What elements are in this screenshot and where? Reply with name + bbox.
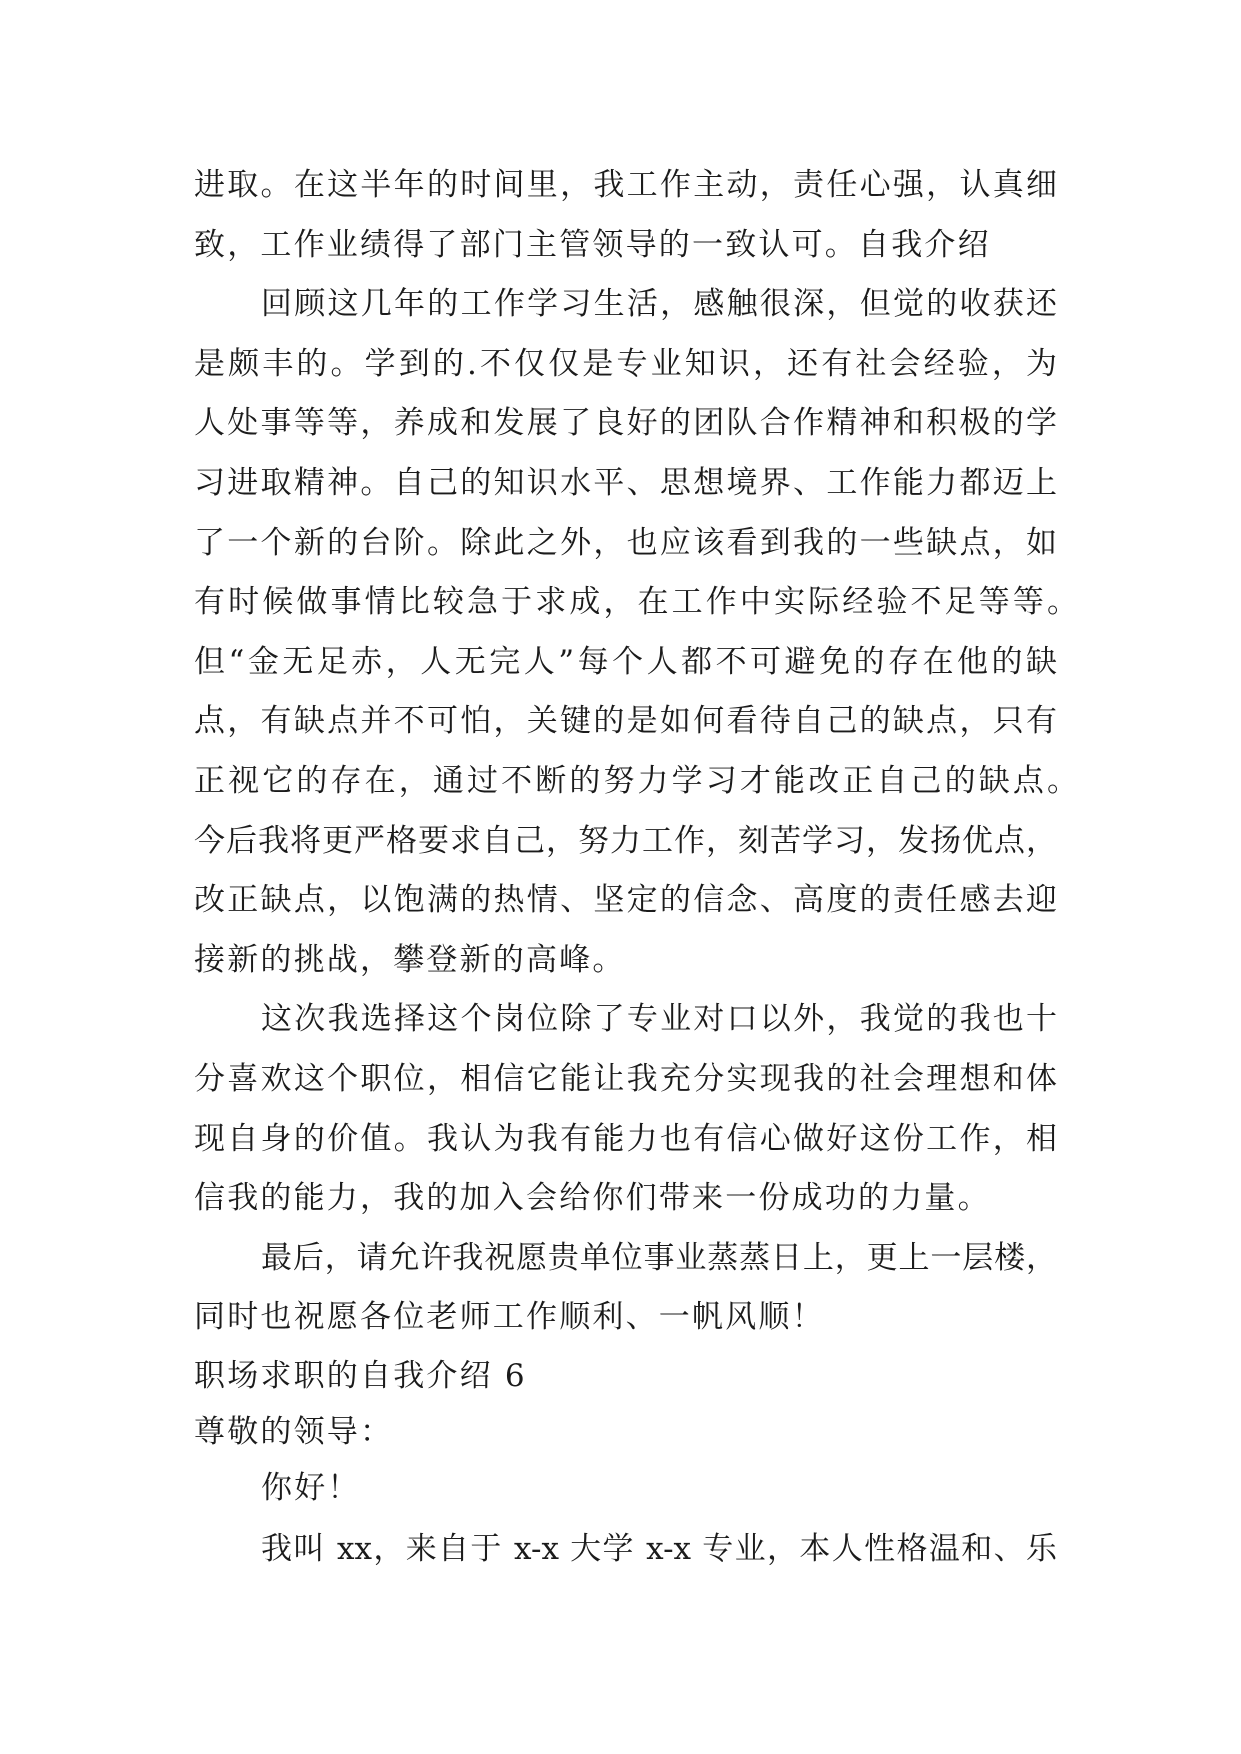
text-line: 同时也祝愿各位老师工作顺利、一帆风顺！ [194, 1299, 825, 1336]
document-page [194, 156, 1094, 1579]
text-line: 是颇丰的。学到的.不仅仅是专业知识，还有社会经验，为 [194, 345, 1057, 382]
text-line: 正视它的存在，通过不断的努力学习才能改正自己的缺点。 [194, 762, 1078, 799]
greeting: 你好！ [261, 1469, 361, 1506]
text-line: 人处事等等，养成和发展了良好的团队合作精神和积极的学 [194, 405, 1057, 442]
salutation: 尊敬的领导： [194, 1413, 394, 1450]
text-line: 点，有缺点并不可怕，关键的是如何看待自己的缺点，只有 [194, 703, 1057, 740]
section-heading: 职场求职的自我介绍 6 [194, 1357, 527, 1394]
text-line: 致，工作业绩得了部门主管领导的一致认可。自我介绍 [194, 226, 991, 263]
text-line: 信我的能力，我的加入会给你们带来一份成功的力量。 [194, 1180, 991, 1217]
text-line: 今后我将更严格要求自己，努力工作，刻苦学习，发扬优点， [194, 822, 1057, 859]
paragraph-first-line: 我叫 xx，来自于 x-x 大学 x-x 专业，本人性格温和、乐 [261, 1530, 1057, 1567]
text-line: 进取。在这半年的时间里，我工作主动，责任心强，认真细 [194, 167, 1057, 203]
paragraph-first-line: 这次我选择这个岗位除了专业对口以外，我觉的我也十 [261, 1001, 1057, 1038]
text-line: 习进取精神。自己的知识水平、思想境界、工作能力都迈上 [194, 464, 1057, 501]
text-line: 接新的挑战，攀登新的高峰。 [194, 941, 626, 978]
text-line: 了一个新的台阶。除此之外，也应该看到我的一些缺点，如 [194, 524, 1057, 561]
text-line: 分喜欢这个职位，相信它能让我充分实现我的社会理想和体 [194, 1060, 1057, 1097]
paragraph-first-line: 最后，请允许我祝愿贵单位事业蒸蒸日上，更上一层楼， [261, 1239, 1057, 1276]
text-line: 有时候做事情比较急于求成，在工作中实际经验不足等等。 [194, 584, 1078, 621]
text-line: 但“金无足赤，人无完人”每个人都不可避免的存在他的缺 [194, 643, 1057, 680]
paragraph-first-line: 回顾这几年的工作学习生活，感触很深，但觉的收获还 [261, 286, 1057, 323]
text-line: 现自身的价值。我认为我有能力也有信心做好这份工作，相 [194, 1120, 1057, 1157]
text-line: 改正缺点，以饱满的热情、坚定的信念、高度的责任感去迎 [194, 882, 1057, 919]
